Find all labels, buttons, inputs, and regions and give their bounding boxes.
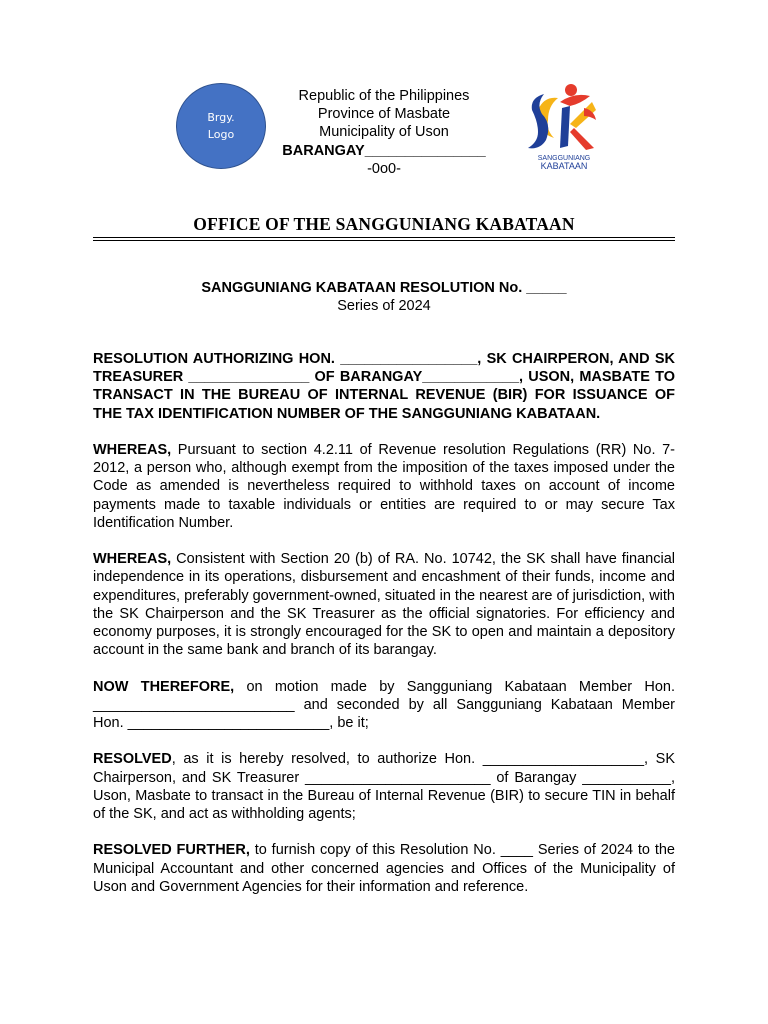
barangay-logo-text-line1: Brgy.	[207, 111, 235, 124]
whereas-1-lead: WHEREAS,	[93, 442, 172, 458]
header-municipality: Municipality of Uson	[319, 124, 449, 141]
resolution-title: SANGGUNIANG KABATAAN RESOLUTION No. _____	[201, 280, 567, 296]
document-header	[262, 87, 506, 178]
title-rule-bottom	[93, 240, 675, 241]
now-therefore-text: on motion made by Sangguniang Kabataan Member Hon. _________________________ and seconded by all Sangguniang Kabataan Member Hon. _________________________, be it;	[93, 678, 675, 732]
now-therefore-lead: NOW THEREFORE,	[93, 678, 235, 695]
header-province: Province of Masbate	[317, 106, 451, 123]
header-barangay: BARANGAY_______________	[282, 142, 486, 159]
resolved-further-text: to furnish copy of this Resolution No. ____ Series of 2024 to the Municipal Accountant and other concerned agencies and Offices of the Municipality of Uson and Government Agencies for their information and reference.	[93, 842, 675, 895]
resolution-body	[93, 350, 675, 914]
whereas-2-text: Consistent with Section 20 (b) of RA. No. 10742, the SK shall have financial independence in its operations, disbursement and encashment of their funds, income and expenditures, preferably government-owned, situated in the nearest are of jurisdiction, with the SK Chairperson and the SK Treasurer as the official signatories. For efficiency and economy purposes, it is strongly encouraged for the SK to open and maintain a depository account in the same bank and branch of its barangay.	[93, 551, 675, 659]
resolution-caption: RESOLUTION AUTHORIZING HON. _________________, SK CHAIRPERON, AND SK TREASURER _______________ OF BARANGAY____________, USON, MASBATE TO TRANSACT IN THE BUREAU OF INTERNAL REVENUE (BIR) FOR ISSUANCE OF THE TAX IDENTIFICATION NUMBER OF THE SANGGUNIANG KABATAAN.	[93, 351, 675, 422]
sk-logo-head-red	[565, 84, 577, 96]
resolved-further-paragraph	[93, 841, 675, 896]
resolved-further-lead: RESOLVED FURTHER,	[93, 842, 250, 859]
sk-logo-k-leg-red	[570, 128, 594, 150]
office-title: OFFICE OF THE SANGGUNIANG KABATAAN	[193, 214, 575, 234]
resolution-series: Series of 2024	[337, 298, 431, 314]
whereas-paragraph-1	[93, 441, 675, 532]
sk-logo-text-bottom: KABATAAN	[540, 161, 588, 171]
whereas-paragraph-2	[93, 550, 675, 659]
header-divider: -0o0-	[367, 160, 401, 177]
resolved-lead: RESOLVED	[93, 751, 172, 768]
resolved-paragraph	[93, 750, 675, 823]
now-therefore-paragraph	[93, 678, 675, 733]
title-rule-top	[93, 237, 675, 238]
whereas-2-lead: WHEREAS,	[93, 551, 172, 568]
barangay-logo-placeholder	[176, 83, 266, 169]
header-republic: Republic of the Philippines	[298, 88, 470, 104]
sk-logo-k-stem	[560, 106, 570, 148]
sk-logo-text-top: SANGGUNIANG	[537, 155, 591, 162]
barangay-logo-text-line2: Logo	[207, 128, 235, 141]
whereas-1-text: Pursuant to section 4.2.11 of Revenue resolution Regulations (RR) No. 7-2012, a person who, although exempt from the imposition of the taxes imposed under the Code as amended is nevertheless required to withhold taxes on account of income payments made to taxable individuals or entities are required to or may secure Tax Identification Number.	[93, 442, 675, 531]
resolved-text: , as it is hereby resolved, to authorize Hon. ____________________, SK Chairperson, and SK Treasurer _______________________ of Barangay ___________, Uson, Masbate to transact in the Bureau of Internal Revenue (BIR) to secure TIN in behalf of the SK, and act as withholding agents;	[93, 751, 675, 823]
sangguniang-kabataan-logo	[524, 80, 604, 176]
sk-logo-arm-red	[560, 95, 590, 106]
